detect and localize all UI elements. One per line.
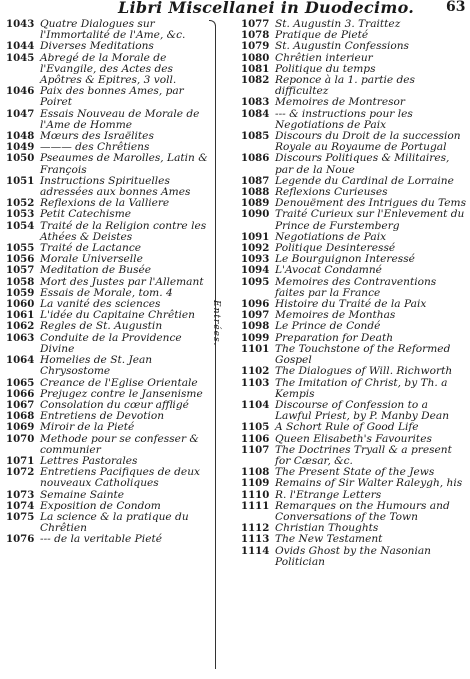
entry-number: 1091 (241, 230, 270, 243)
catalogue-entry (241, 97, 467, 108)
entry-number: 1079 (241, 40, 270, 53)
entry-number: 1088 (241, 186, 270, 199)
entry-number: 1105 (241, 421, 270, 434)
catalogue-entry (241, 321, 467, 332)
entry-title: Traité de la Religion contre les Athées & Deistes (40, 219, 207, 243)
catalogue-entry (241, 265, 467, 276)
entry-title: Quatre Dialogues sur l'Immortalité de l'Ame, &c. (40, 18, 186, 42)
entry-title: Essais de Morale, tom. 4 (40, 286, 173, 299)
entry-number: 1070 (6, 432, 35, 445)
entry-number: 1076 (6, 533, 35, 546)
entry-title: Chrêtien interieur (275, 51, 373, 64)
entry-title: Petit Catechisme (40, 208, 132, 221)
marginal-note: Entrées. (211, 300, 221, 347)
entry-title: Creance de l'Eglise Orientale (40, 376, 198, 389)
entry-title: Miroir de la Pieté (40, 421, 135, 434)
entry-number: 1062 (6, 320, 35, 333)
entry-number: 1050 (6, 152, 35, 165)
entry-number: 1057 (6, 264, 35, 277)
catalogue-entry (6, 19, 208, 41)
entry-number: 1106 (241, 432, 270, 445)
entry-title: Histoire du Traité de la Paix (275, 298, 427, 311)
entry-title: Remarques on the Humours and Conversations of the Town (275, 499, 450, 523)
entry-title: Politique Desinteressé (275, 242, 396, 255)
entry-title: R. l'Etrange Letters (275, 488, 382, 501)
entry-title: Le Bourguignon Interessé (275, 253, 415, 266)
entry-number: 1080 (241, 51, 270, 64)
entry-number: 1055 (6, 242, 35, 255)
entry-number: 1102 (241, 365, 270, 378)
entry-number: 1083 (241, 96, 270, 109)
entry-title: Politique du temps (275, 62, 376, 75)
entry-number: 1058 (6, 275, 35, 288)
entry-number: 1107 (241, 443, 270, 456)
entry-title: The Imitation of Christ, by Th. a Kempis (275, 376, 448, 400)
catalogue-entry (241, 366, 467, 377)
entry-number: 1047 (6, 107, 35, 120)
entry-title: St. Augustin Confessions (275, 40, 409, 53)
entry-title: Entretiens de Devotion (40, 410, 165, 423)
entry-title: Mœurs des Israëlites (40, 130, 154, 143)
catalogue-entry (6, 265, 208, 276)
entry-number: 1054 (6, 219, 35, 232)
entry-title: Paix des bonnes Ames, par Poiret (40, 85, 184, 109)
entry-number: 1113 (241, 533, 270, 546)
entry-number: 1097 (241, 309, 270, 322)
catalogue-entry (6, 153, 208, 175)
entry-number: 1110 (241, 488, 270, 501)
entry-title: Diverses Meditations (40, 40, 154, 53)
entry-title: Traité Curieux sur l'Enlevement du Prince de Furstemberg (275, 208, 465, 232)
entry-title: A Schort Rule of Good Life (275, 421, 419, 434)
entry-number: 1078 (241, 29, 270, 42)
entry-number: 1093 (241, 253, 270, 266)
entry-number: 1051 (6, 174, 35, 187)
entry-number: 1053 (6, 208, 35, 221)
page-number: 63 (446, 0, 466, 15)
entry-title: The Doctrines Tryall & a present for Cæsar, &c. (275, 443, 452, 467)
entry-number: 1071 (6, 454, 35, 467)
entry-title: The New Testament (275, 533, 383, 546)
entry-title: Consolation du cœur affligé (40, 398, 189, 411)
catalogue-entry (241, 534, 467, 545)
entry-title: La vanité des sciences (40, 298, 161, 311)
catalogue-entry (241, 501, 467, 523)
entry-title: Homelies de St. Jean Chrysostome (40, 354, 153, 378)
entry-number: 1043 (6, 18, 35, 30)
entry-number: 1109 (241, 477, 270, 490)
entry-title: Christian Thoughts (275, 522, 379, 535)
entry-number: 1108 (241, 466, 270, 479)
entry-number: 1067 (6, 398, 35, 411)
entry-title: Reflexions de la Valliere (40, 197, 170, 210)
entry-title: Meditation de Busée (40, 264, 152, 277)
entry-number: 1101 (241, 342, 270, 355)
entry-number: 1059 (6, 286, 35, 299)
entry-title: Traité de Lactance (40, 242, 142, 255)
entry-number: 1049 (6, 141, 35, 154)
catalogue-entry (6, 221, 208, 243)
entry-title: --- & instructions pour les Negotiations de Paix (275, 107, 413, 131)
catalogue-entry (6, 333, 208, 355)
entry-title: Ovids Ghost by the Nasonian Politician (275, 544, 431, 568)
entry-number: 1098 (241, 320, 270, 333)
entry-title: St. Augustin 3. Traittez (275, 18, 401, 30)
entry-number: 1082 (241, 74, 270, 87)
entry-title: Reponce à la 1. partie des difficultez (275, 74, 415, 98)
entry-number: 1074 (6, 499, 35, 512)
entry-number: 1069 (6, 421, 35, 434)
entry-number: 1087 (241, 174, 270, 187)
catalogue-entry (241, 131, 467, 153)
entry-title: Essais Nouveau de Morale de l'Ame de Homme (40, 107, 200, 131)
entry-title: The Present State of the Jews (275, 466, 435, 479)
entry-title: L'Avocat Condamné (275, 264, 382, 277)
entry-number: 1103 (241, 376, 270, 389)
catalogue-entry (6, 434, 208, 456)
catalogue-entry (6, 176, 208, 198)
catalogue-entry (6, 422, 208, 433)
entry-title: Memoires de Monthas (275, 309, 396, 322)
entry-number: 1048 (6, 130, 35, 143)
entry-title: Discours du Droit de la succession Royale au Royaume de Portugal (275, 130, 461, 154)
entry-title: Conduite de la Providence Divine (40, 331, 182, 355)
entry-number: 1068 (6, 410, 35, 423)
entry-title: Pratique de Pieté (275, 29, 369, 42)
entry-number: 1072 (6, 466, 35, 479)
entry-number: 1099 (241, 331, 270, 344)
entry-number: 1044 (6, 40, 35, 53)
entry-title: Queen Elisabeth's Favourites (275, 432, 432, 445)
entry-title: ——— des Chrêtiens (40, 141, 150, 154)
entry-number: 1061 (6, 309, 35, 322)
entry-number: 1060 (6, 298, 35, 311)
entry-number: 1085 (241, 130, 270, 143)
entry-number: 1077 (241, 18, 270, 30)
catalogue-entry (6, 512, 208, 534)
catalogue-entry (241, 478, 467, 489)
entry-number: 1064 (6, 354, 35, 367)
catalogue-entry (6, 53, 208, 87)
entry-title: Entretiens Pacifiques de deux nouveaux Catholiques (40, 466, 200, 490)
catalogue-entry (241, 422, 467, 433)
entry-number: 1052 (6, 197, 35, 210)
entry-number: 1104 (241, 398, 270, 411)
entry-title: The Dialogues of Will. Richworth (275, 365, 453, 378)
column-bracket (207, 30, 216, 669)
entry-title: Regles de St. Augustin (40, 320, 163, 333)
catalogue-entry (6, 321, 208, 332)
entry-number: 1114 (241, 544, 270, 557)
entry-title: Lettres Pastorales (40, 454, 138, 467)
catalogue-entry (241, 546, 467, 568)
catalogue-entry (241, 400, 467, 422)
entry-number: 1096 (241, 298, 270, 311)
entry-title: Discourse of Confession to a Lawful Priest, by P. Manby Dean (275, 398, 450, 423)
entry-title: Legende du Cardinal de Lorraine (275, 174, 454, 187)
entry-number: 1084 (241, 107, 270, 120)
entry-title: Reflexions Curieuses (275, 186, 388, 199)
entry-title: Exposition de Condom (40, 499, 161, 512)
catalogue-entry (6, 86, 208, 108)
catalogue-entry (241, 445, 467, 467)
entry-number: 1112 (241, 522, 270, 535)
entry-title: Discours Politiques & Militaires, par de la Noue (275, 152, 450, 176)
catalogue-entry (241, 41, 467, 52)
entry-number: 1081 (241, 62, 270, 75)
entry-title: Semaine Sainte (40, 488, 125, 501)
entry-title: Prejugez contre le Jansenisme (40, 387, 203, 400)
catalogue-entry (241, 109, 467, 131)
entry-number: 1111 (241, 499, 270, 512)
catalogue-entry (241, 75, 467, 97)
entry-title: Memoires de Montresor (275, 96, 406, 109)
entry-title: Pseaumes de Marolles, Latin & François (40, 152, 208, 176)
entry-title: The Touchstone of the Reformed Gospel (275, 342, 451, 367)
page-header (0, 0, 470, 16)
catalogue-entry (6, 41, 208, 52)
entry-title: Mort des Justes par l'Allemant (40, 275, 204, 288)
catalogue-entry (241, 378, 467, 400)
catalogue-entry (241, 277, 467, 299)
catalogue-entry (241, 153, 467, 175)
entry-title: --- de la veritable Pieté (40, 533, 162, 546)
entry-number: 1092 (241, 242, 270, 255)
catalogue-entry (6, 534, 208, 545)
entry-number: 1095 (241, 275, 270, 288)
catalogue-entry (6, 355, 208, 377)
running-title: Libri Miscellanei in Duodecimo. (118, 0, 415, 17)
entry-number: 1045 (6, 51, 35, 64)
entry-title: Morale Universelle (40, 253, 143, 266)
catalogue-entry (6, 109, 208, 131)
entry-number: 1065 (6, 376, 35, 389)
entry-title: Denouëment des Intrigues du Tems (275, 197, 467, 210)
entry-title: L'idée du Capitaine Chrêtien (40, 309, 196, 322)
catalogue-entry (241, 344, 467, 366)
entry-number: 1073 (6, 488, 35, 501)
entry-title: Le Prince de Condé (275, 320, 381, 333)
entry-number: 1056 (6, 253, 35, 266)
entry-number: 1075 (6, 510, 35, 523)
entry-title: Instructions Spirituelles adressées aux bonnes Ames (40, 174, 191, 199)
catalogue-entry (241, 209, 467, 231)
entry-title: Abregé de la Morale de l'Evangile, des Actes des Apôtres & Epitres, 3 voll. (40, 51, 177, 87)
right-column (241, 19, 467, 568)
entry-title: La science & la pratique du Chrêtien (40, 510, 189, 535)
entry-title: Preparation for Death (275, 331, 394, 344)
entry-number: 1089 (241, 197, 270, 210)
entry-number: 1063 (6, 331, 35, 344)
catalogue-entry (6, 209, 208, 220)
entry-number: 1066 (6, 387, 35, 400)
catalogue-entry (6, 467, 208, 489)
entry-title: Remains of Sir Walter Raleygh, his (275, 477, 463, 490)
entry-title: Methode pour se confesser & communier (40, 432, 199, 456)
entry-title: Negotiations de Paix (275, 230, 387, 243)
entry-number: 1086 (241, 152, 270, 165)
left-column (6, 19, 208, 546)
entry-number: 1090 (241, 208, 270, 221)
entry-number: 1094 (241, 264, 270, 277)
entry-number: 1046 (6, 85, 35, 98)
entry-title: Memoires des Contraventions faites par la France (275, 275, 437, 299)
